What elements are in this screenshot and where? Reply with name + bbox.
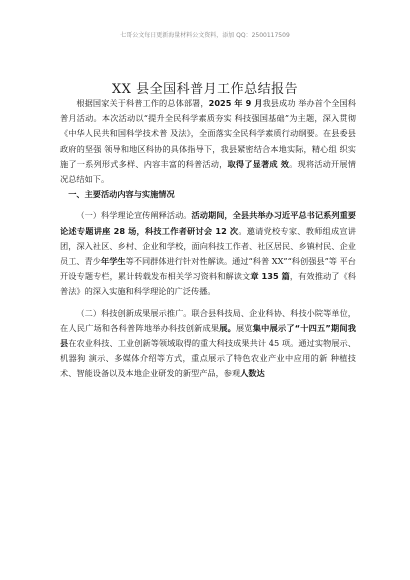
bold-text: 活动期间，全县 xyxy=(191,210,250,221)
section-1-paragraph-1 xyxy=(60,208,356,299)
header-note: 七哥公文每日更新海量材料公文资料，添加 QQ：2500117509 xyxy=(120,32,290,39)
intro-text-cont: 我县成功 举办首个全国科普月活动。本次活动以“提升全民科学素质夯实 科技强国基础”为主题，深入贯彻《中华人民共和国科学技术普 及法》，全面落实全民科学素质行动纲要。在县委县政府的坚强 领导和地区科协的具体指导下，我县紧密结合本地实际，精心组 织实施了一系列形式多样、内容丰富的科普活动， xyxy=(60,98,356,169)
section-1-paragraph-2 xyxy=(60,306,356,382)
document-title: XX 县全国科普月工作总结报告 xyxy=(111,82,299,97)
bold-text: 展。 xyxy=(219,322,237,333)
intro-text: 根据国家关于科普工作的总体部署， xyxy=(76,98,209,108)
bold-text: 年学生 xyxy=(101,256,126,267)
bold-text: 12 次 xyxy=(215,225,239,236)
bold-text: 人数达 xyxy=(240,368,265,379)
intro-paragraph xyxy=(60,96,356,187)
body-text: 展览 xyxy=(236,322,253,333)
intro-date: 2025 年 9 月 xyxy=(208,98,263,108)
body-text: ，有效推动了《科普法》的深入实施和科学理论的广泛传播。 xyxy=(60,271,356,297)
bold-text: 集中展示了“十四五”期间我县 xyxy=(60,322,356,349)
intro-text-end: 。现将活动开展情况总结如下。 xyxy=(60,158,356,185)
body-text: 等不同群体进行针对性解读。通过“科普 XX”“科创强县”等 平台开设专题专栏，累计转载发布相关学习资料和解读文 xyxy=(60,256,356,282)
bold-text: 共举办习近平总书记系列重要论述专题讲座 28 场，科技工作者研讨会 xyxy=(60,210,356,236)
subheading-text: （一）科学理论宣传阐释活动。 xyxy=(76,210,192,221)
bold-text: 章 135 篇 xyxy=(250,271,290,282)
body-text: 。邀请党校专家、教师组成宣讲团，深入社区、乡村、企业和学校，面向科技工作者、社区居民、乡镇村民、企业员工、青少 xyxy=(60,225,356,267)
body-text: 在农业科技、工业创新等领域取得的重大科技成果共计 45 项。通过实物展示、机器狗 演示、多媒体介绍等方式，重点展示了特色农业产业中应用的新 种植技术、智能设备以及本地企业研发的新型产品，参观 xyxy=(60,338,356,379)
intro-highlight: 取得了显著成 效 xyxy=(227,158,290,169)
section-heading-1: 一、主要活动内容与实施情况 xyxy=(68,189,175,200)
body-text: （二）科技创新成果展示推广。联合县科技局、企业科协、科技小院等单位，在人民广场和各科普阵地举办科技创新成果 xyxy=(60,307,356,333)
document-body xyxy=(60,96,356,382)
